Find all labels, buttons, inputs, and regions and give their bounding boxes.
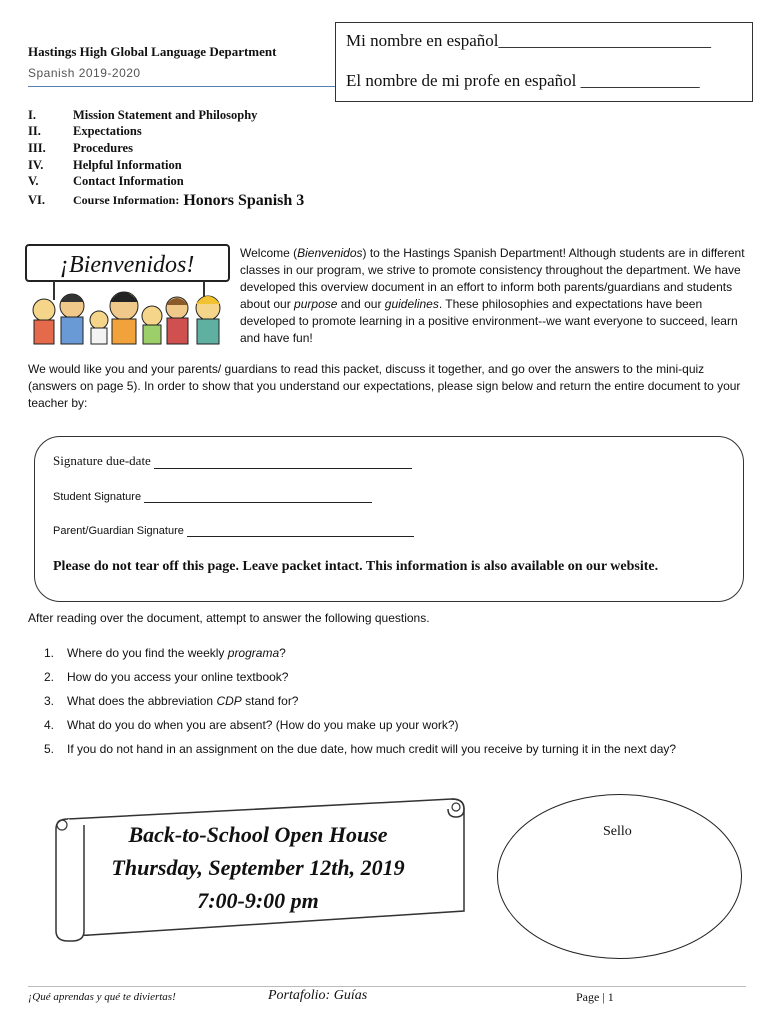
- page-number: Page | 1: [576, 990, 614, 1004]
- banner-text: ¡Bienvenidos!: [59, 252, 195, 278]
- teacher-prompt: El nombre de mi profe en español: [346, 71, 577, 90]
- question-item: [44, 693, 734, 710]
- question-number: 3.: [44, 694, 55, 708]
- question-number: 4.: [44, 718, 55, 732]
- seal-oval: [497, 794, 742, 959]
- toc-item: [28, 157, 304, 174]
- toc-label: Contact Information: [73, 174, 184, 189]
- quiz-instructions: After reading over the document, attempt to answer the following questions.: [28, 611, 430, 625]
- department-title: Hastings High Global Language Department: [28, 44, 277, 59]
- welcome-text-4: . These philosophies and expectations have been developed to promote learning in a positive environment--we want everyone to succeed, learn and have fun!: [240, 297, 738, 345]
- toc-number: II.: [28, 124, 41, 139]
- signature-due-label: Signature due-date: [53, 453, 151, 468]
- student-signature-field[interactable]: [144, 491, 372, 503]
- question-number: 1.: [44, 646, 55, 660]
- signature-box: [34, 436, 744, 602]
- open-house-time: 7:00-9:00 pm: [197, 888, 319, 913]
- welcome-paragraph: [240, 245, 745, 347]
- header-divider: [28, 86, 338, 87]
- cartoon-children: [33, 292, 220, 344]
- toc-label: Mission Statement and Philosophy: [73, 107, 258, 122]
- question-text: How do you access your online textbook?: [67, 670, 289, 684]
- open-house-announcement: [68, 818, 448, 917]
- question-number: 2.: [44, 670, 55, 684]
- student-signature-row: [53, 491, 725, 503]
- school-year: Spanish 2019-2020: [28, 66, 141, 80]
- welcome-text-2: ) to the Hastings Spanish Department! Although students are in different classes in our program, we strive to promote consistency throughout the department. We have developed this overview document in an effort to inform both parents/guardians and students about our: [240, 246, 745, 311]
- footer-motto: ¡Qué aprendas y qué te diviertas!: [28, 991, 176, 1003]
- toc-label: Course Information:: [73, 193, 180, 208]
- quiz-questions: [44, 645, 734, 765]
- question-text: What do you do when you are absent? (How do you make up your work?): [67, 718, 459, 732]
- toc-number: III.: [28, 140, 46, 155]
- question-item: [44, 669, 734, 686]
- teacher-blank[interactable]: ______________: [580, 71, 700, 90]
- question-item: [44, 717, 734, 734]
- seal-label: Sello: [603, 824, 632, 839]
- student-signature-label: Student Signature: [53, 491, 142, 503]
- toc-number: VI.: [28, 193, 46, 208]
- footer-divider: [28, 986, 746, 987]
- welcome-em-guidelines: guidelines: [384, 297, 439, 311]
- toc-item: [28, 173, 304, 190]
- signature-due-row: [53, 453, 725, 469]
- parent-signature-row: [53, 525, 725, 537]
- name-prompt: Mi nombre en español: [346, 31, 499, 50]
- question-text: What does the abbreviation CDP stand for?: [67, 694, 299, 708]
- toc-number: I.: [28, 107, 36, 122]
- course-name: Honors Spanish 3: [183, 191, 305, 209]
- signature-note: Please do not tear off this page. Leave packet intact. This information is also available on our website.: [53, 559, 659, 574]
- name-blank[interactable]: _________________________: [498, 31, 711, 50]
- question-text: Where do you find the weekly programa?: [67, 646, 286, 660]
- question-item: [44, 741, 734, 758]
- open-house-date: Thursday, September 12th, 2019: [111, 855, 405, 880]
- table-of-contents: [28, 107, 304, 212]
- bienvenidos-illustration: [24, 242, 232, 348]
- intro-paragraph: We would like you and your parents/ guardians to read this packet, discuss it together, and go over the answers to the mini-quiz (answers on page 5). In order to show that you understand our expectations, please sign below and return the entire document to your teacher by:: [28, 362, 741, 410]
- toc-item: [28, 124, 304, 141]
- welcome-text-3: and our: [337, 297, 385, 311]
- parent-signature-field[interactable]: [187, 525, 414, 537]
- name-line: [346, 31, 742, 51]
- welcome-text-1: Welcome (: [240, 246, 298, 260]
- footer-section: Portafolio: Guías: [268, 988, 368, 1003]
- name-box: [335, 22, 753, 102]
- toc-item: [28, 190, 304, 212]
- welcome-em-purpose: purpose: [294, 297, 338, 311]
- toc-label: Helpful Information: [73, 157, 182, 172]
- toc-label: Procedures: [73, 140, 133, 155]
- parent-signature-label: Parent/Guardian Signature: [53, 525, 184, 537]
- toc-number: IV.: [28, 157, 44, 172]
- welcome-em-bienvenidos: Bienvenidos: [297, 246, 363, 260]
- toc-item: [28, 107, 304, 124]
- toc-label: Expectations: [73, 124, 142, 139]
- question-text: If you do not hand in an assignment on the due date, how much credit will you receive by turning it in the next day?: [67, 742, 677, 756]
- toc-number: V.: [28, 174, 39, 189]
- question-number: 5.: [44, 742, 55, 756]
- question-item: [44, 645, 734, 662]
- toc-item: [28, 140, 304, 157]
- open-house-title: Back-to-School Open House: [128, 822, 388, 847]
- teacher-line: [346, 71, 742, 91]
- signature-due-field[interactable]: [154, 457, 412, 469]
